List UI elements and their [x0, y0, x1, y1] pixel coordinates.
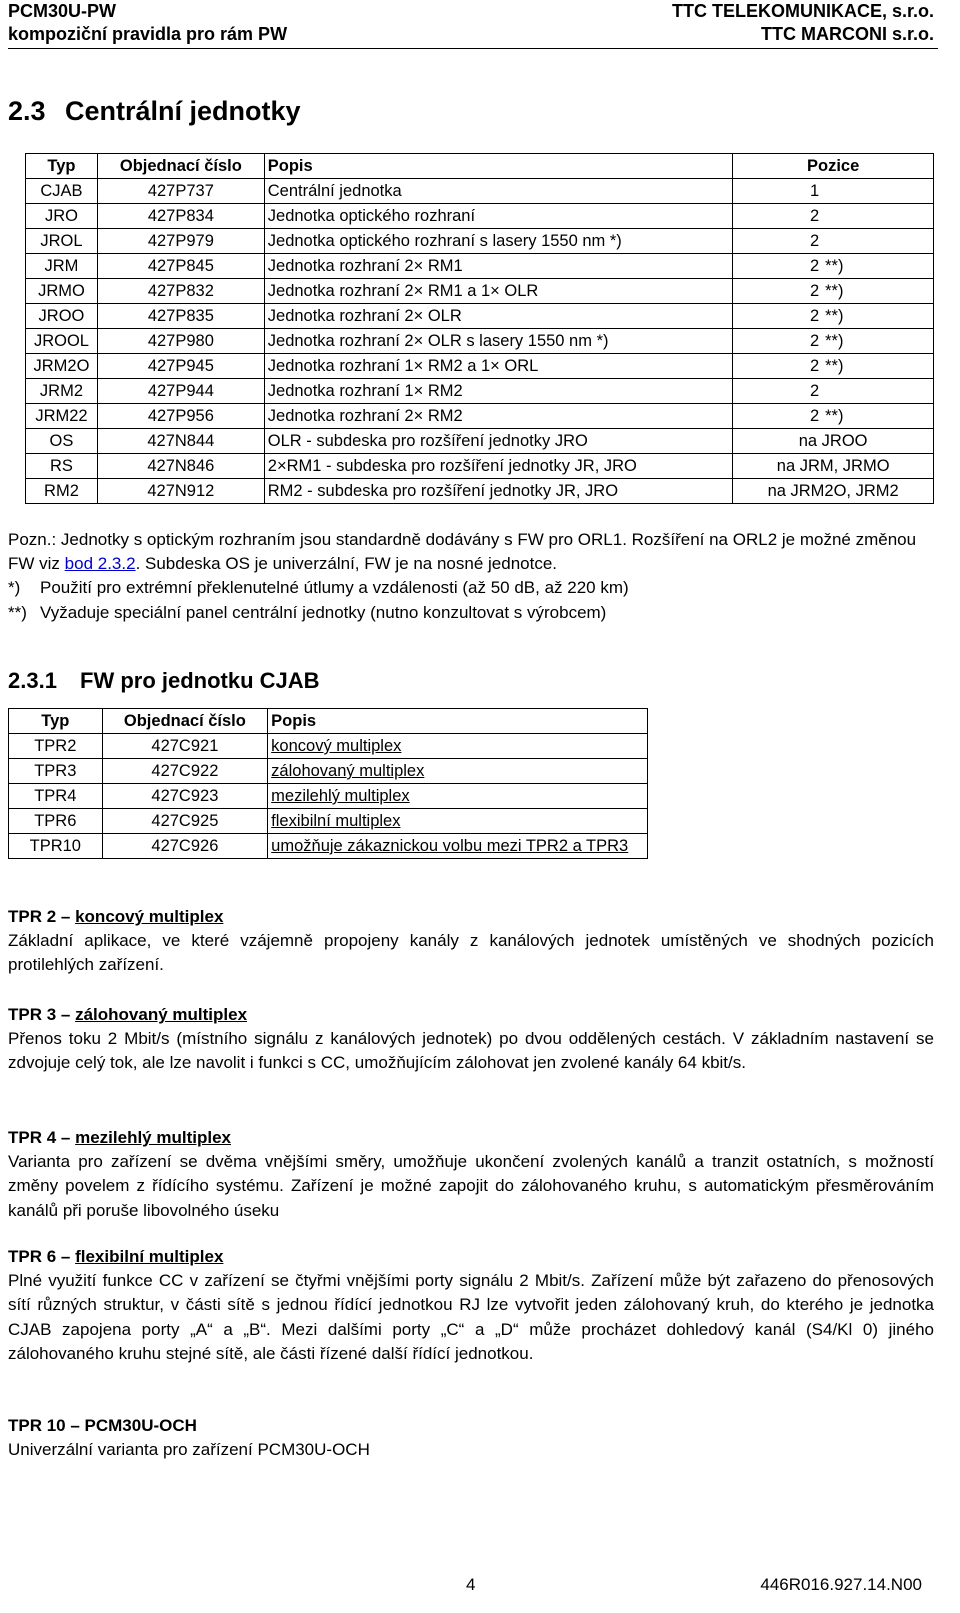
table-header-row [9, 709, 648, 734]
section-number: 2.3 [8, 96, 46, 126]
cell-order: 427C923 [102, 784, 268, 809]
note-label: Pozn. [8, 530, 52, 549]
tpr4-section [8, 1126, 934, 1223]
cell-pos: na JRM, JRMO [733, 454, 934, 479]
header-company: TTC TELEKOMUNIKACE, s.r.o. [671, 1, 934, 21]
cell-order: 427P956 [97, 404, 264, 429]
footnote-text: Použití pro extrémní překlenutelné útlumy a vzdálenosti (až 50 dB, až 220 km) [40, 578, 629, 598]
section-title-prefix: TPR 6 – [8, 1247, 76, 1266]
col-header-desc: Popis [264, 154, 733, 179]
firmware-table [8, 708, 648, 859]
cell-pos [733, 179, 934, 204]
table-row [26, 179, 934, 204]
cell-typ: RM2 [26, 479, 98, 504]
header-divider [8, 48, 938, 49]
pos-note: **) [825, 282, 844, 300]
cell-typ: CJAB [26, 179, 98, 204]
col-header-desc: Popis [268, 709, 648, 734]
cell-desc: Jednotka rozhraní 1× RM2 [264, 379, 733, 404]
pos-value: 2 [809, 207, 820, 225]
table-row [26, 329, 934, 354]
section-title [8, 1126, 934, 1150]
units-table [25, 153, 934, 504]
footnote-double-star [8, 601, 938, 625]
cell-order: 427P945 [97, 354, 264, 379]
header-subtitle: kompoziční pravidla pro rám PW [8, 24, 288, 44]
col-header-pos: Pozice [733, 154, 934, 179]
cell-desc: mezilehlý multiplex [268, 784, 648, 809]
section-title-name: koncový multiplex [75, 907, 224, 926]
cell-typ: TPR2 [9, 734, 103, 759]
pos-value: 2 [809, 382, 820, 400]
pos-note: **) [825, 257, 844, 275]
cell-typ: JRO [26, 204, 98, 229]
cell-order: 427C925 [102, 809, 268, 834]
table-row [26, 229, 934, 254]
table-row [26, 404, 934, 429]
subsection-heading [8, 668, 320, 694]
cell-order: 427N912 [97, 479, 264, 504]
table-row [9, 759, 648, 784]
note-pozn [8, 528, 938, 576]
note-text-1: : Jednotky s optickým rozhraním jsou standardně dodávány s FW pro ORL1. Rozšíření na ORL2 je možné změnou FW viz [8, 530, 917, 574]
col-header-typ: Typ [9, 709, 103, 734]
cell-pos [733, 329, 934, 354]
cell-desc: Centrální jednotka [264, 179, 733, 204]
cell-pos [733, 354, 934, 379]
table-header-row [26, 154, 934, 179]
tpr2-section [8, 905, 934, 978]
cell-desc: Jednotka rozhraní 2× RM1 a 1× OLR [264, 279, 733, 304]
cell-pos [733, 379, 934, 404]
table-row [26, 254, 934, 279]
cell-desc: RM2 - subdeska pro rozšíření jednotky JR, JRO [264, 479, 733, 504]
cell-desc: Jednotka rozhraní 2× RM1 [264, 254, 733, 279]
section-body: Přenos toku 2 Mbit/s (místního signálu z kanálových jednotek) po dvou oddělených cestách. V základním nastavení se zdvojuje celý tok, ale lze navolit i funkci s CC, umožňujícím zálohovat jen zvolené kanály 64 kbit/s. [8, 1029, 934, 1073]
subsection-number: 2.3.1 [8, 668, 57, 693]
pos-value: 2 [809, 232, 820, 250]
table-row [26, 379, 934, 404]
tpr6-section [8, 1245, 934, 1366]
cell-typ: JROO [26, 304, 98, 329]
section-title-name: flexibilní multiplex [75, 1247, 224, 1266]
cell-pos: na JRM2O, JRM2 [733, 479, 934, 504]
page-header-right [672, 0, 934, 46]
cell-order: 427P834 [97, 204, 264, 229]
footnote-mark: *) [8, 578, 21, 598]
cell-desc: 2×RM1 - subdeska pro rozšíření jednotky JR, JRO [264, 454, 733, 479]
cell-typ: TPR3 [9, 759, 103, 784]
footnote-mark: **) [8, 602, 27, 622]
table-row [26, 354, 934, 379]
cell-order: 427P737 [97, 179, 264, 204]
pos-note: **) [825, 307, 844, 325]
cell-typ: JROOL [26, 329, 98, 354]
cell-desc: zálohovaný multiplex [268, 759, 648, 784]
footnote-single-star [8, 576, 938, 600]
cell-desc: Jednotka rozhraní 2× OLR [264, 304, 733, 329]
section-title [8, 1245, 934, 1269]
pos-value: 2 [809, 332, 820, 350]
cell-desc: Jednotka rozhraní 2× RM2 [264, 404, 733, 429]
tpr3-section [8, 1003, 934, 1076]
cell-order: 427N846 [97, 454, 264, 479]
table-row [9, 734, 648, 759]
cell-order: 427C921 [102, 734, 268, 759]
notes-block [8, 528, 938, 625]
section-title [8, 905, 934, 929]
cell-order: 427P832 [97, 279, 264, 304]
table-row [26, 204, 934, 229]
col-header-order: Objednací číslo [97, 154, 264, 179]
page-number: 4 [466, 1575, 476, 1594]
section-body: Plné využití funkce CC v zařízení se čtyřmi vnějšími porty signálu 2 Mbit/s. Zařízení může být zařazeno do přenosových sítí různých struktur, v části sítě s jednou řídící jednotkou RJ lze vytvořit jeden zálohovaný kruh, do kterého je jednotka CJAB zapojena porty „A“ a „B“. Mezi dalšími porty „C“ a „D“ může procházet dohledový kanál (S4/Kl 0) jiného zálohovaného kruhu stejné sítě, ale části řízené další řídící jednotkou. [8, 1271, 934, 1363]
table-row [26, 479, 934, 504]
cell-order: 427P944 [97, 379, 264, 404]
cell-pos [733, 279, 934, 304]
cell-order: 427P980 [97, 329, 264, 354]
cell-typ: TPR10 [9, 834, 103, 859]
cell-pos: na JROO [733, 429, 934, 454]
cell-desc: Jednotka rozhraní 1× RM2 a 1× ORL [264, 354, 733, 379]
cell-desc: OLR - subdeska pro rozšíření jednotky JRO [264, 429, 733, 454]
cell-typ: TPR4 [9, 784, 103, 809]
cell-pos [733, 204, 934, 229]
cell-desc: Jednotka optického rozhraní s lasery 1550 nm *) [264, 229, 733, 254]
document-number: 446R016.927.14.N00 [760, 1575, 922, 1594]
table-row [26, 454, 934, 479]
cell-desc: Jednotka rozhraní 2× OLR s lasery 1550 nm *) [264, 329, 733, 354]
section-title-name: zálohovaný multiplex [75, 1005, 248, 1024]
pos-value: 1 [809, 182, 820, 200]
pos-value: 2 [809, 282, 820, 300]
cell-desc: Jednotka optického rozhraní [264, 204, 733, 229]
cell-order: 427N844 [97, 429, 264, 454]
section-link[interactable]: bod 2.3.2 [64, 554, 136, 574]
note-text-2: . Subdeska OS je univerzální, FW je na nosné jednotce. [135, 554, 558, 574]
cell-typ: JRM2 [26, 379, 98, 404]
pos-value: 2 [809, 307, 820, 325]
cell-desc: koncový multiplex [268, 734, 648, 759]
col-header-typ: Typ [26, 154, 98, 179]
subsection-title: FW pro jednotku CJAB [80, 668, 320, 693]
cell-typ: OS [26, 429, 98, 454]
section-title-name: mezilehlý multiplex [75, 1128, 231, 1147]
cell-order: 427P835 [97, 304, 264, 329]
page-header-left [8, 0, 287, 46]
section-heading [8, 96, 301, 127]
cell-pos [733, 229, 934, 254]
cell-typ: TPR6 [9, 809, 103, 834]
table-row [26, 429, 934, 454]
cell-typ: JRM [26, 254, 98, 279]
cell-typ: JROL [26, 229, 98, 254]
section-title [8, 1414, 934, 1438]
cell-order: 427P979 [97, 229, 264, 254]
cell-desc: flexibilní multiplex [268, 809, 648, 834]
header-product: PCM30U-PW [8, 1, 117, 21]
pos-note: **) [825, 407, 844, 425]
cell-order: 427C926 [102, 834, 268, 859]
section-title: Centrální jednotky [65, 96, 301, 126]
table-row [9, 809, 648, 834]
header-company-2: TTC MARCONI s.r.o. [760, 24, 934, 44]
pos-value: 2 [809, 257, 820, 275]
col-header-order: Objednací číslo [102, 709, 268, 734]
tpr10-section [8, 1414, 934, 1462]
section-body: Základní aplikace, ve které vzájemně propojeny kanály z kanálových jednotek umístěných ve shodných pozicích protilehlých zařízení. [8, 931, 934, 975]
section-body: Univerzální varianta pro zařízení PCM30U-OCH [8, 1440, 370, 1460]
cell-order: 427C922 [102, 759, 268, 784]
section-title-prefix: TPR 4 – [8, 1128, 76, 1147]
pos-value: 2 [809, 407, 820, 425]
cell-typ: JRM22 [26, 404, 98, 429]
pos-value: 2 [809, 357, 820, 375]
cell-typ: JRMO [26, 279, 98, 304]
section-title-prefix: TPR 3 – [8, 1005, 76, 1024]
cell-pos [733, 404, 934, 429]
section-title [8, 1003, 934, 1027]
footnote-text: Vyžaduje speciální panel centrální jednotky (nutno konzultovat s výrobcem) [40, 602, 607, 622]
section-title-prefix: TPR 10 – PCM30U-OCH [8, 1416, 197, 1435]
pos-note: **) [825, 357, 844, 375]
cell-desc: umožňuje zákaznickou volbu mezi TPR2 a TPR3 [268, 834, 648, 859]
cell-typ: RS [26, 454, 98, 479]
section-body: Varianta pro zařízení se dvěma vnějšími směry, umožňuje ukončení zvolených kanálů a tranzit ostatních, s možností změny povelem z řídícího systému. Zařízení je možné zapojit do zálohovaného kruhu, s automatickým přesměrováním kanálů při poruše libovolného úseku [8, 1152, 934, 1220]
cell-typ: JRM2O [26, 354, 98, 379]
table-row [9, 784, 648, 809]
table-row [26, 279, 934, 304]
table-row [9, 834, 648, 859]
cell-pos [733, 254, 934, 279]
cell-pos [733, 304, 934, 329]
cell-order: 427P845 [97, 254, 264, 279]
pos-note: **) [825, 332, 844, 350]
table-row [26, 304, 934, 329]
section-title-prefix: TPR 2 – [8, 907, 76, 926]
